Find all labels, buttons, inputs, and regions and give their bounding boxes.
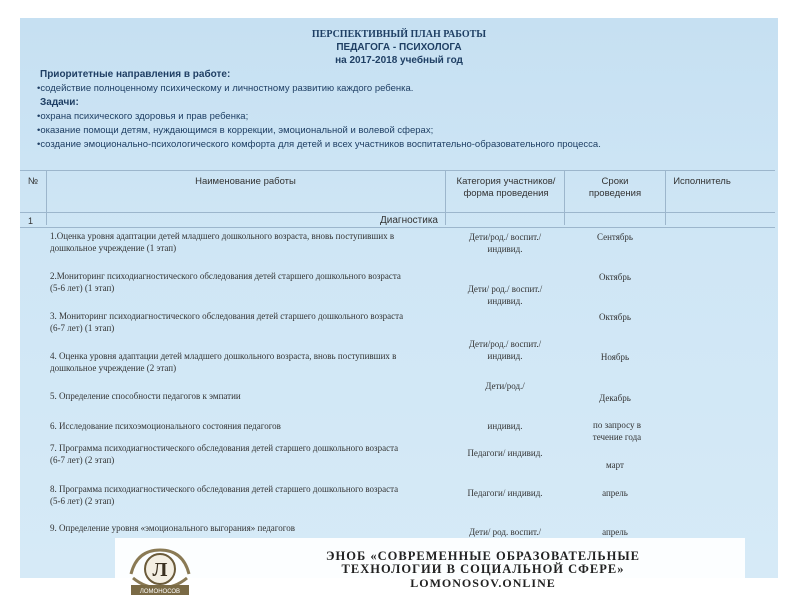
work-item: 3. Мониторинг психодиагностического обследования детей старшего дошкольного возраста (6-7 лет) (1 этап): [50, 311, 404, 333]
category-cell: Дети/ род. воспит./: [468, 527, 542, 537]
watermark-line-1: ЭНОБ «СОВРЕМЕННЫЕ ОБРАЗОВАТЕЛЬНЫЕ: [326, 549, 640, 563]
term-cell: март: [606, 460, 624, 470]
category-cell: Дети/род./ воспит./ индивид.: [468, 339, 542, 361]
work-item: 6. Исследование психоэмоционального состояния педагогов: [50, 421, 281, 431]
document-slide: [20, 18, 778, 578]
title-line-1: ПЕРСПЕКТИВНЫЙ ПЛАН РАБОТЫ: [311, 29, 487, 40]
column-header-work: Наименование работы: [195, 176, 296, 187]
category-cell: Педагоги/ индивид.: [467, 448, 543, 458]
term-cell: апрель: [602, 488, 628, 498]
logo-letter: Л: [152, 559, 168, 581]
priority-item: •содействие полноценному психическому и личностному развитию каждого ребенка.: [37, 83, 414, 94]
title-line-3: на 2017-2018 учебный год: [335, 55, 463, 66]
section-number: 1: [28, 216, 34, 226]
term-cell: Декабрь: [599, 393, 631, 403]
work-item: 8. Программа психодиагностического обследования детей старшего дошкольного возраста (5-6 лет) (2 этап): [50, 484, 399, 506]
term-cell: по запросу в течение года: [592, 420, 642, 442]
term-cell: Октябрь: [599, 272, 631, 282]
category-cell: Педагоги/ индивид.: [467, 488, 543, 498]
category-cell: Дети/род./: [485, 381, 525, 391]
table-border: [20, 212, 775, 213]
work-item: 9. Определение уровня «эмоционального выгорания» педагогов: [50, 523, 295, 533]
category-cell: Дети/ род./ воспит./ индивид.: [467, 284, 543, 306]
term-cell: апрель: [602, 527, 628, 537]
task-item: •оказание помощи детям, нуждающимся в коррекции, эмоциональной и волевой сферах;: [37, 125, 434, 136]
work-item: 4. Оценка уровня адаптации детей младшего дошкольного возраста, вновь поступивших в дошкольное учреждение (2 этап): [50, 351, 397, 373]
column-header-terms: Сроки проведения: [588, 176, 642, 199]
task-item: •охрана психического здоровья и прав ребенка;: [37, 111, 249, 122]
priorities-heading: Приоритетные направления в работе:: [40, 69, 231, 80]
column-header-category: Категория участников/ форма проведения: [456, 176, 556, 199]
task-item: •создание эмоционально-психологического комфорта для детей и всех участников воспитательно-образовательного процесса.: [37, 139, 601, 150]
watermark-banner: [115, 538, 745, 598]
work-item: 2.Мониторинг психодиагностического обследования детей старшего дошкольного возраста (5-6 лет) (1 этап): [50, 271, 401, 293]
work-item: 5. Определение способности педагогов к эмпатии: [50, 391, 241, 401]
tasks-heading: Задачи:: [40, 97, 79, 108]
table-divider: [564, 170, 565, 225]
table-divider: [445, 170, 446, 225]
table-border: [20, 170, 775, 171]
column-header-num: №: [27, 176, 39, 187]
category-cell: Дети/род./ воспит./ индивид.: [468, 232, 542, 254]
section-title: Диагностика: [380, 215, 438, 226]
term-cell: Сентябрь: [596, 232, 634, 242]
work-item: 7. Программа психодиагностического обследования детей старшего дошкольного возраста (6-7 лет) (2 этап): [50, 443, 399, 465]
category-cell: индивид.: [487, 421, 523, 431]
title-line-2: ПЕДАГОГА - ПСИХОЛОГА: [336, 42, 462, 53]
lomonosov-logo-icon: [125, 544, 195, 596]
term-cell: Ноябрь: [600, 352, 630, 362]
work-item: 1.Оценка уровня адаптации детей младшего дошкольного возраста, вновь поступивших в дошкольное учреждение (1 этап): [50, 231, 395, 253]
table-border: [20, 227, 775, 228]
column-header-executor: Исполнитель: [673, 176, 731, 187]
logo-text: ЛОМОНОСОВ: [139, 589, 181, 595]
watermark-line-2: ТЕХНОЛОГИИ В СОЦИАЛЬНОЙ СФЕРЕ»: [341, 562, 625, 576]
watermark-line-3: LOMONOSOV.ONLINE: [410, 576, 556, 590]
plan-table: [20, 170, 775, 578]
term-cell: Октябрь: [599, 312, 631, 322]
